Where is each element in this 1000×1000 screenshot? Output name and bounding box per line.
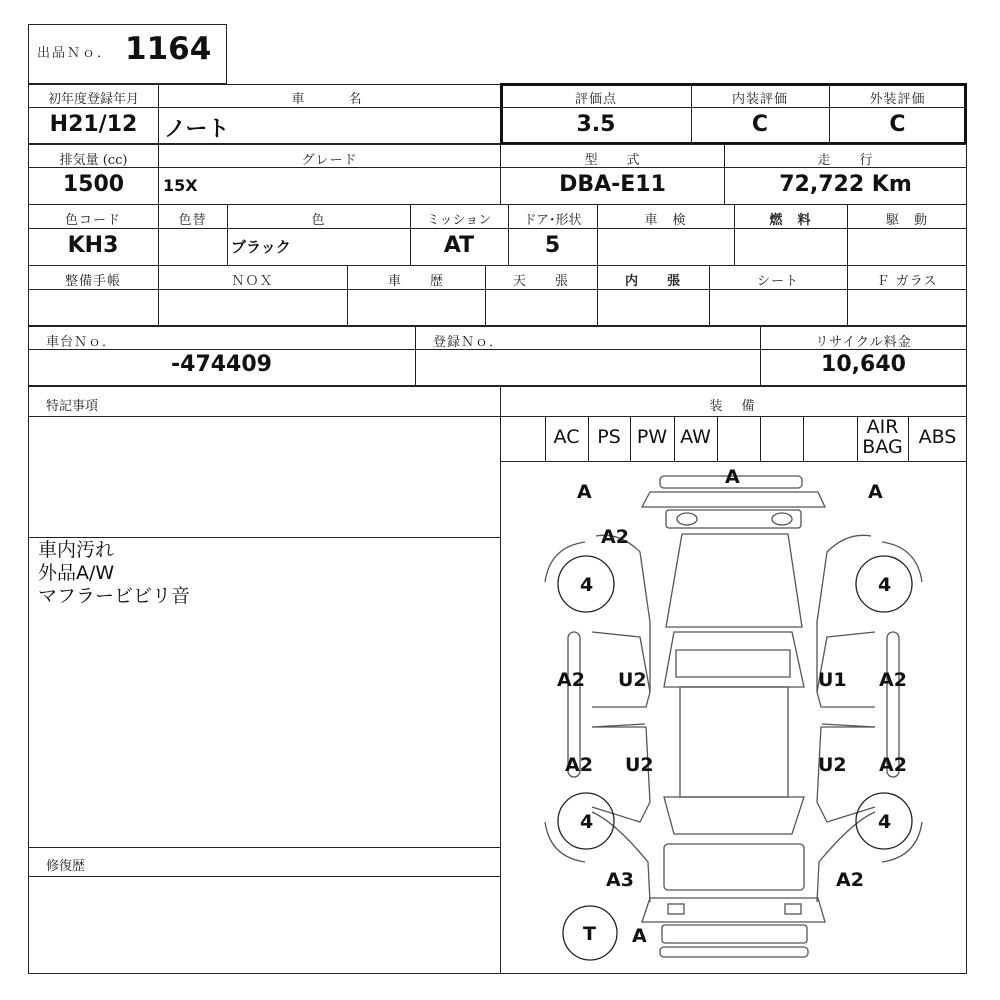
equip-abs: ABS — [918, 426, 957, 448]
maintenance-header: 整備手帳 — [64, 274, 121, 289]
mark-front-right-tire: 4 — [878, 574, 892, 596]
history-header: 車 歴 — [387, 274, 444, 289]
notes-lines — [38, 539, 190, 608]
door-shape-value: 5 — [544, 233, 561, 258]
score-header: 評価点 — [574, 92, 617, 107]
lot-number-label: 出品Ｎｏ． — [37, 46, 113, 61]
repaint-header: 色替 — [178, 213, 207, 228]
mark-right-front-fender: A2 — [879, 669, 907, 691]
mark-left-rear-quarter: A3 — [606, 869, 634, 891]
score-value: 3.5 — [576, 112, 616, 137]
equip-ps: PS — [597, 426, 621, 448]
mission-header: ミッション — [426, 213, 492, 228]
mark-right-rear-door: U2 — [818, 754, 847, 776]
recycle-header: リサイクル料金 — [815, 335, 912, 350]
inspection-header: 車 検 — [644, 213, 687, 228]
color-code-header: 色コード — [64, 213, 121, 228]
mark-front-right-corner: A — [868, 481, 883, 503]
chassis-header: 車台Ｎｏ． — [46, 335, 117, 350]
grade-header: グレード — [301, 153, 358, 168]
equip-bag: BAG — [862, 436, 903, 458]
inner-lining-header: 内 張 — [624, 274, 681, 289]
first-reg-value: H21/12 — [49, 112, 138, 137]
mark-right-front-door: U1 — [818, 669, 847, 691]
mark-hood-left: A2 — [601, 526, 629, 548]
seat-header: シート — [756, 274, 799, 289]
color-header: 色 — [311, 213, 326, 228]
chassis-value: -474409 — [171, 352, 272, 377]
drive-header: 駆 動 — [885, 213, 928, 228]
exterior-header: 外装評価 — [869, 92, 926, 107]
fuel-header: 燃 料 — [769, 213, 812, 228]
mark-right-rear-quarter: A2 — [836, 869, 864, 891]
recycle-value: 10,640 — [821, 352, 906, 377]
first-reg-header: 初年度登録年月 — [47, 92, 139, 107]
note-line: 車内汚れ — [38, 539, 115, 561]
interior-header: 内装評価 — [731, 92, 788, 107]
interior-value: C — [751, 112, 769, 137]
mark-left-rear-door: U2 — [625, 754, 654, 776]
exterior-value: C — [889, 112, 906, 137]
mark-rear-bumper: A — [632, 925, 647, 947]
displacement-header: 排気量 (cc) — [59, 153, 128, 168]
note-line: マフラービビリ音 — [38, 585, 191, 607]
mark-front-bumper: A — [725, 466, 740, 488]
mark-front-left-corner: A — [577, 481, 592, 503]
car-outline — [545, 476, 922, 957]
mark-front-left-tire: 4 — [580, 574, 594, 596]
car-name-header: 車 名 — [291, 92, 368, 107]
equipment-label: 装 備 — [709, 399, 758, 414]
mark-rear-right-tire: 4 — [878, 811, 892, 833]
f-glass-header: Ｆ ガラス — [876, 274, 938, 289]
mark-left-front-fender: A2 — [557, 669, 585, 691]
equip-pw: PW — [636, 426, 668, 448]
mark-spare-tire: T — [583, 923, 596, 945]
grade-value: 15X — [163, 176, 198, 195]
lot-number-value: 1164 — [125, 31, 212, 67]
lot-number-box — [28, 24, 227, 84]
ceiling-header: 天 張 — [512, 274, 569, 289]
car-name-value: ノート — [164, 117, 230, 142]
color-code-value: KH3 — [67, 233, 119, 258]
equip-air: AIR — [866, 416, 899, 438]
mark-left-front-door: U2 — [618, 669, 647, 691]
color-value: ブラック — [231, 238, 291, 256]
car-damage-diagram — [500, 462, 967, 974]
mileage-header: 走 行 — [817, 153, 874, 168]
nox-header: ＮＯＸ — [231, 274, 274, 289]
notes-section — [28, 386, 501, 974]
displacement-value: 1500 — [62, 172, 125, 197]
mark-right-rear-fender: A2 — [879, 754, 907, 776]
mileage-value: 72,722 Km — [779, 172, 912, 197]
notes-label: 特記事項 — [46, 399, 99, 414]
equip-ac: AC — [553, 426, 580, 448]
mark-left-rear-fender: A2 — [565, 754, 593, 776]
equip-aw: AW — [680, 426, 711, 448]
model-header: 型 式 — [584, 153, 641, 168]
model-value: DBA-E11 — [559, 172, 666, 197]
mark-rear-left-tire: 4 — [580, 811, 594, 833]
note-line: 外品A/W — [38, 562, 115, 584]
repair-history-label: 修復歴 — [46, 859, 86, 874]
registration-header: 登録Ｎｏ． — [433, 335, 504, 350]
mission-value: AT — [443, 233, 475, 258]
door-shape-header: ドア･形状 — [523, 213, 582, 228]
